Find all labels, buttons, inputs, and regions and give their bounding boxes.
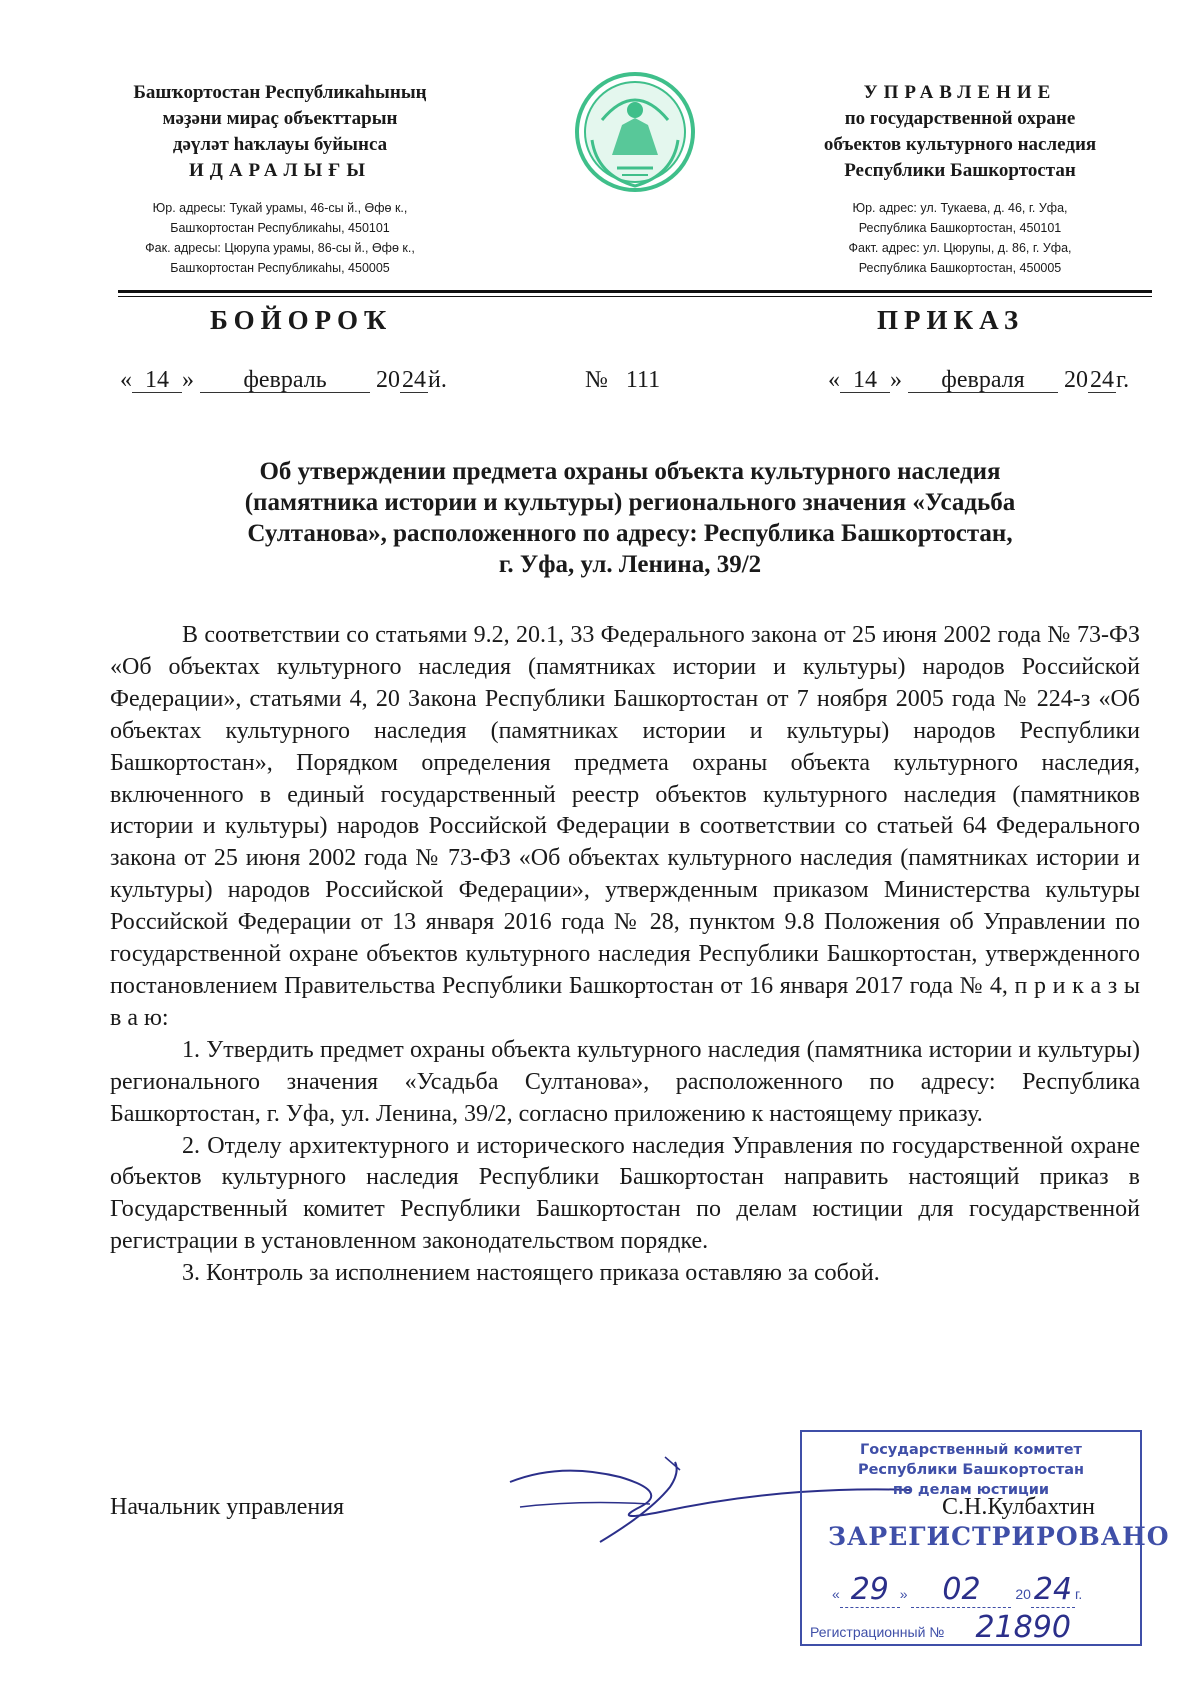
header-divider-thin xyxy=(118,296,1152,297)
address-line: Республика Башкортостан, 450101 xyxy=(858,221,1062,235)
date-suffix: г. xyxy=(1116,367,1130,393)
address-line: Юр. адресы: Тукай урамы, 46-сы й., Өфө к., xyxy=(152,201,408,215)
signatory-name: С.Н.Кулбахтин xyxy=(942,1494,1095,1520)
org-name-bashkir-line-2: мәҙәни мираҫ объекттарын xyxy=(162,108,398,129)
stamp-registration xyxy=(810,1610,1098,1646)
bashkortostan-emblem-icon xyxy=(572,70,698,198)
stamp-reg-label: Регистрационный № xyxy=(810,1624,945,1640)
header-left xyxy=(100,80,460,278)
registration-stamp xyxy=(800,1430,1170,1646)
org-name-bashkir-line-3: дәүләт һаҡлауы буйынса xyxy=(172,134,388,155)
quote-open: « xyxy=(120,367,132,393)
document-body xyxy=(110,620,1140,1290)
date-year-prefix: 20 xyxy=(1064,367,1088,393)
stamp-year-prefix: 20 xyxy=(1015,1586,1031,1602)
stamp-status: ЗАРЕГИСТРИРОВАНО xyxy=(828,1522,1170,1551)
org-name-russian-line-3: объектов культурного наследия xyxy=(823,134,1097,155)
org-name-bashkir-line-1: Башҡортостан Республикаһының xyxy=(133,82,427,103)
date-day: 14 xyxy=(840,368,890,393)
doc-type-bashkir: БОЙОРОҠ xyxy=(210,305,393,335)
title-line: г. Уфа, ул. Ленина, 39/2 xyxy=(498,551,762,578)
stamp-header-line: Республики Башкортостан xyxy=(857,1462,1085,1478)
address-line: Республика Башкортостан, 450005 xyxy=(858,261,1062,275)
stamp-month: 02 xyxy=(911,1572,1011,1608)
order-item-3: 3. Контроль за исполнением настоящего приказа оставляю за собой. xyxy=(182,1260,880,1287)
date-year-prefix: 20 xyxy=(376,367,400,393)
date-bashkir xyxy=(120,367,447,394)
address-russian xyxy=(770,198,1150,278)
stamp-reg-number: 21890 xyxy=(948,1610,1098,1646)
date-month: февраля xyxy=(908,368,1058,393)
address-line: Башҡортостан Республикаһы, 450101 xyxy=(170,221,390,235)
doc-type-russian: ПРИКАЗ xyxy=(877,305,1025,335)
number-value: 111 xyxy=(625,367,661,393)
date-month: февраль xyxy=(200,368,370,393)
quote-close: » xyxy=(899,1586,908,1602)
order-item-1: 1. Утвердить предмет охраны объекта культурного наследия (памятника истории и культуры) регионального значения «Усадьба Султанова», расположенного по адресу: Республика Башкортостан, г. Уфа, ул. Ленина, 39/2, согласно приложению к настоящему приказу. xyxy=(110,1036,1140,1127)
header-divider-thick xyxy=(118,290,1152,293)
document-title xyxy=(150,456,1110,580)
preamble-paragraph: В соответствии со статьями 9.2, 20.1, 33 Федерального закона от 25 июня 2002 года № 73-ФЗ «Об объектах культурного наследия (памятниках истории и культуры) народов Российской Федерации», статьями 4, 20 Закона Республики Башкортостан от 7 ноября 2005 года № 224-з «Об объектах культурного наследия (памятниках истории и культуры) народов Республики Башкортостан», Порядком определения предмета охраны объекта культурного наследия, включенного в единый государственный реестр объектов культурного наследия (памятников истории и культуры) народов Российской Федерации в соответствии со статьей 64 Федерального закона от 25 июня 2002 года № 73-ФЗ «Об объектах культурного наследия (памятниках истории и культуры) народов Российской Федерации», утвержденным приказом Министерства культуры Российской Федерации от 13 января 2016 года № 28, пунктом 9.8 Положения об Управлении по государственной охране объектов культурного наследия Республики Башкортостан, утвержденного постановлением Правительства Республики Башкортостан от 16 января 2017 года № 4, п р и к а з ы в а ю: xyxy=(110,622,1140,1031)
org-name-russian-line-4: Республики Башкортостан xyxy=(844,160,1076,181)
address-bashkir xyxy=(100,198,460,278)
stamp-year-suffix: 24 xyxy=(1031,1572,1075,1608)
number-sign: № xyxy=(585,367,608,393)
stamp-year-label: г. xyxy=(1074,1586,1083,1602)
signatory-position: Начальник управления xyxy=(110,1494,345,1520)
quote-open: « xyxy=(832,1586,840,1602)
stamp-date xyxy=(832,1572,1082,1608)
quote-close: » xyxy=(182,367,194,393)
stamp-header-line: по делам юстиции xyxy=(892,1482,1050,1498)
address-line: Факт. адрес: ул. Цюрупы, д. 86, г. Уфа, xyxy=(848,241,1072,255)
stamp-header-line: Государственный комитет xyxy=(860,1442,1082,1458)
header-right xyxy=(770,80,1150,278)
stamp-day: 29 xyxy=(840,1572,900,1608)
org-name-bashkir-line-4: ИДАРАЛЫҒЫ xyxy=(188,160,372,181)
order-number xyxy=(585,367,660,394)
date-suffix: й. xyxy=(428,367,447,393)
date-year-suffix: 24 xyxy=(402,367,426,393)
date-day: 14 xyxy=(132,368,182,393)
title-line: Об утверждении предмета охраны объекта культурного наследия xyxy=(259,458,1001,485)
address-line: Юр. адрес: ул. Тукаева, д. 46, г. Уфа, xyxy=(852,201,1068,215)
org-name-russian-line-2: по государственной охране xyxy=(844,108,1076,129)
org-name-russian-line-1: УПРАВЛЕНИЕ xyxy=(863,82,1057,103)
date-year-suffix: 24 xyxy=(1090,367,1114,393)
quote-close: » xyxy=(890,367,902,393)
date-russian xyxy=(828,367,1129,394)
address-line: Башҡортостан Республикаһы, 450005 xyxy=(170,261,390,275)
order-item-2: 2. Отделу архитектурного и исторического наследия Управления по государственной охране объектов культурного наследия Республики Башкортостан направить настоящий приказ в Государственный комитет Республики Башкортостан по делам юстиции для государственной регистрации в установленном законодательством порядке. xyxy=(110,1132,1140,1255)
quote-open: « xyxy=(828,367,840,393)
address-line: Фак. адресы: Цюрупа урамы, 86-сы й., Өфө к., xyxy=(145,241,415,255)
title-line: Султанова», расположенного по адресу: Республика Башкортостан, xyxy=(247,520,1013,547)
stamp-header xyxy=(802,1440,1140,1500)
title-line: (памятника истории и культуры) регионального значения «Усадьба xyxy=(244,489,1016,516)
